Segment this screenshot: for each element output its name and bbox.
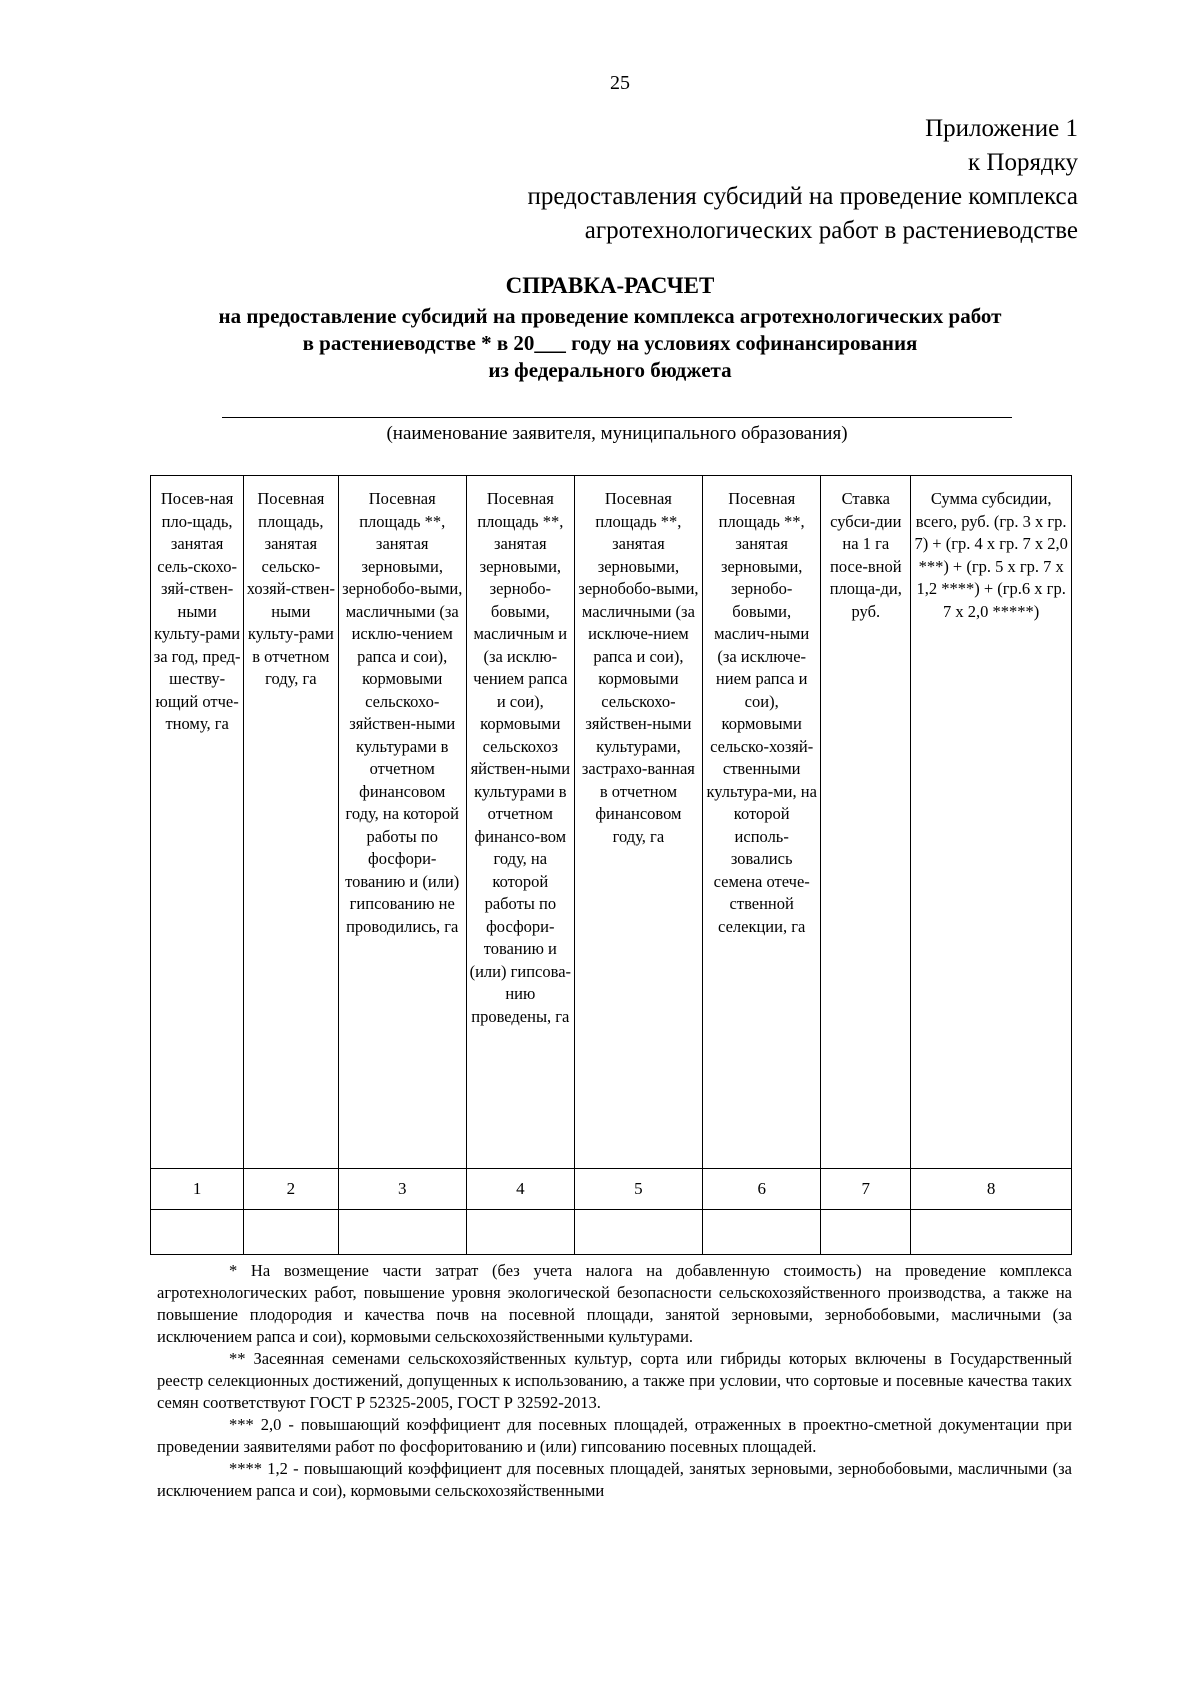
column-number: 8: [911, 1169, 1072, 1210]
column-number: 1: [151, 1169, 244, 1210]
footnote-4: **** 1,2 - повышающий коэффициент для посевных площадей, занятых зерновыми, зернобобовыми, масличными (за исключением рапса и сои), кормовыми сельскохозяйственными: [157, 1459, 1072, 1500]
table-cell: [466, 1210, 574, 1255]
header-cell: Посев-ная пло-щадь, занятая сель-скохо-зяй-ствен-ными культу-рами за год, пред-шеству-ющий отче-тному, га: [151, 476, 244, 1169]
table-cell: [338, 1210, 466, 1255]
appendix-heading: [528, 112, 1078, 248]
title-line-2: на предоставление субсидий на проведение комплекса агротехнологических работ: [218, 304, 1002, 328]
header-cell: Посевная площадь **, занятая зерновыми, зернобо-бовыми, масличным и (за исклю-чением рапса и сои), кормовыми сельскохоз яйствен-ными культурами в отчетном финансо-вом году, на которой работы по фосфори-тованию и (или) гипсова-нию проведены, га: [466, 476, 574, 1169]
appendix-line-2: к Порядку: [968, 149, 1078, 176]
table-cell: [244, 1210, 338, 1255]
footnote-3: *** 2,0 - повышающий коэффициент для посевных площадей, отраженных в проектно-сметной документации при проведении заявителями работ по фосфоритованию и (или) гипсованию посевных площадей.: [157, 1415, 1072, 1456]
page-number: 25: [610, 72, 630, 94]
document-title: [150, 272, 1070, 384]
applicant-caption: (наименование заявителя, муниципального образования): [386, 423, 848, 444]
footnotes: [157, 1260, 1072, 1502]
table-cell: [911, 1210, 1072, 1255]
title-line-3: в растениеводстве * в 20___ году на условиях софинансирования: [302, 331, 918, 355]
footnote-2: ** Засеянная семенами сельскохозяйственных культур, сорта или гибриды которых включены в Государственный реестр селекционных достижений, допущенных к использованию, а также при условии, что сортовые и посевные качества таких семян соответствуют ГОСТ Р 52325-2005, ГОСТ Р 32592-2013.: [157, 1349, 1072, 1412]
header-cell: Посевная площадь, занятая сельско-хозяй-ствен-ными культу-рами в отчетном году, га: [244, 476, 338, 1169]
table-cell: [821, 1210, 911, 1255]
column-number-row: [151, 1169, 1072, 1210]
column-number: 4: [466, 1169, 574, 1210]
header-cell: Посевная площадь **, занятая зерновыми, зернобобо-выми, масличными (за исключе-нием рапса и сои), кормовыми сельскохо-зяйствен-ными культурами, застрахо-ванная в отчетном финансовом году, га: [574, 476, 702, 1169]
table-cell: [703, 1210, 821, 1255]
table-cell: [574, 1210, 702, 1255]
appendix-line-3: предоставления субсидий на проведение комплекса: [527, 183, 1078, 210]
column-number: 6: [703, 1169, 821, 1210]
column-number: 7: [821, 1169, 911, 1210]
header-cell: Ставка субси-дии на 1 га посе-вной площа-ди, руб.: [821, 476, 911, 1169]
appendix-line-1: Приложение 1: [925, 115, 1078, 142]
title-line-4: из федерального бюджета: [488, 358, 732, 382]
footnote-1: * На возмещение части затрат (без учета налога на добавленную стоимость) на проведение комплекса агротехнологических работ, повышение уровня экологической безопасности сельскохозяйственного производства, а также на повышение плодородия и качества почв на посевной площади, занятой зерновыми, зернобобовыми, масличными (за исключением рапса и сои), кормовыми сельскохозяйственными культурами.: [157, 1261, 1072, 1346]
table-data-row: [151, 1210, 1072, 1255]
applicant-underline: [222, 417, 1012, 418]
header-cell: Посевная площадь **, занятая зерновыми, зернобобо-выми, масличными (за исклю-чением рапса и сои), кормовыми сельскохо-зяйствен-ными культурами в отчетном финансовом году, на которой работы по фосфори-тованию и (или) гипсованию не проводились, га: [338, 476, 466, 1169]
column-number: 5: [574, 1169, 702, 1210]
column-number: 2: [244, 1169, 338, 1210]
header-cell: Сумма субсидии, всего, руб. (гр. 3 x гр. 7) + (гр. 4 x гр. 7 x 2,0 ***) + (гр. 5 x гр. 7 x 1,2 ****) + (гр.6 x гр. 7 x 2,0 *****): [911, 476, 1072, 1169]
table-cell: [151, 1210, 244, 1255]
header-cell: Посевная площадь **, занятая зерновыми, зернобо-бовыми, маслич-ными (за исключе-нием рапса и сои), кормовыми сельско-хозяй-ственными культура-ми, на которой исполь-зовались семена отече-ственной селекции, га: [703, 476, 821, 1169]
title-line-1: СПРАВКА-РАСЧЕТ: [505, 273, 715, 298]
table-header-row: [151, 476, 1072, 1169]
appendix-line-4: агротехнологических работ в растениеводстве: [584, 217, 1078, 244]
column-number: 3: [338, 1169, 466, 1210]
calculation-table: [150, 475, 1072, 1255]
